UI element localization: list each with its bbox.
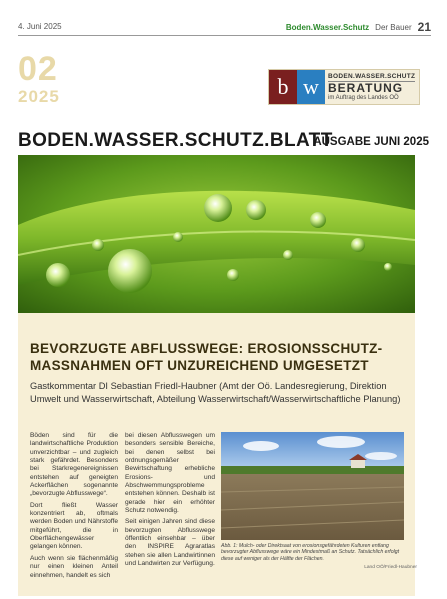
article-column-1	[30, 432, 118, 583]
logo-letter-w: w	[297, 70, 325, 104]
issue-year: 2025	[18, 87, 60, 106]
edition-label: AUSGABE JUNI 2025	[313, 136, 429, 148]
header-brand: Boden.Wasser.Schutz	[285, 22, 370, 32]
figure-caption: Abb. 1: Mulch- oder Direktsaat von erosionsgefährdeten Kulturen entlang bevorzugter Abflusswege wäre ein Mindestmaß an Schutz. Tatsächlich erfolgt diese auf weniger als der Hälfte der Flächen.	[221, 543, 400, 562]
logo-text	[325, 70, 418, 104]
header-right	[286, 20, 431, 34]
article-column-2	[125, 432, 215, 572]
article-lead: Gastkommentar DI Sebastian Friedl-Haubner (Amt der Oö. Landesregierung, Direktion Umwelt und Wasserwirtschaft, Abteilung Wasserwirtschaft/Wasserwirtschaftliche Planung)	[30, 381, 401, 404]
field-photo	[221, 432, 404, 540]
bws-beratung-logo	[268, 69, 420, 105]
col2-paragraph-1: bei diesen Abflusswegen um besonders sensible Bereiche, bei denen selbst bei ordnungsgemäßer Bewirtschaftung erhebliche Erosions- und Abschwemmungsprobleme entstehen können. Deshalb ist gerade hier ein erhöhter Schutz notwendig.	[125, 432, 215, 515]
photo-credit: Land OÖ/Friedl-Haubner	[364, 565, 417, 570]
logo-line1: BODEN.WASSER.SCHUTZ	[328, 73, 416, 80]
article-headline	[30, 340, 405, 374]
logo-line2: BERATUNG	[328, 81, 404, 95]
logo-letter-b: b	[269, 70, 297, 104]
publication-name: Der Bauer	[375, 22, 412, 32]
issue-date: 4. Juni 2025	[18, 22, 62, 31]
col1-paragraph-1: Böden sind für die landwirtschaftliche Produktion unverzichtbar – und zugleich stark gefährdet. Besonders bei Starkregenereignissen entstehen auf geneigten Ackerflächen sogenannte „bevorzugte Abflusswege“.	[30, 432, 118, 498]
issue-block	[18, 52, 60, 106]
header-divider	[18, 35, 431, 36]
masthead-title: BODEN.WASSER.SCHUTZ.BLATT	[18, 130, 333, 151]
headline-line1: BEVORZUGTE ABFLUSSWEGE: EROSIONSSCHUTZ-	[30, 341, 383, 356]
col2-paragraph-2: Seit einigen Jahren sind diese bevorzugten Abflusswege öffentlich einsehbar – über den INSPIRE Agraratlas stehen sie allen Landwirtinnen und Landwirten zur Verfügung.	[125, 518, 215, 568]
page-header	[18, 20, 431, 34]
issue-number: 02	[18, 50, 58, 88]
col1-paragraph-3: Auch wenn sie flächenmäßig nur einen kleinen Anteil einnehmen, handelt es sich	[30, 554, 118, 579]
col1-paragraph-2: Dort fließt Wasser konzentriert ab, oftmals werden Boden und Nährstoffe mitgeführt, die in Oberflächengewässer gelangen können.	[30, 501, 118, 551]
leaf-droplets-photo	[18, 155, 415, 313]
page-number: 21	[417, 20, 431, 34]
logo-line3: im Auftrag des Landes OÖ	[328, 95, 399, 101]
headline-line2: MASSNAHMEN OFT UNZUREICHEND UMGESETZT	[30, 358, 369, 373]
